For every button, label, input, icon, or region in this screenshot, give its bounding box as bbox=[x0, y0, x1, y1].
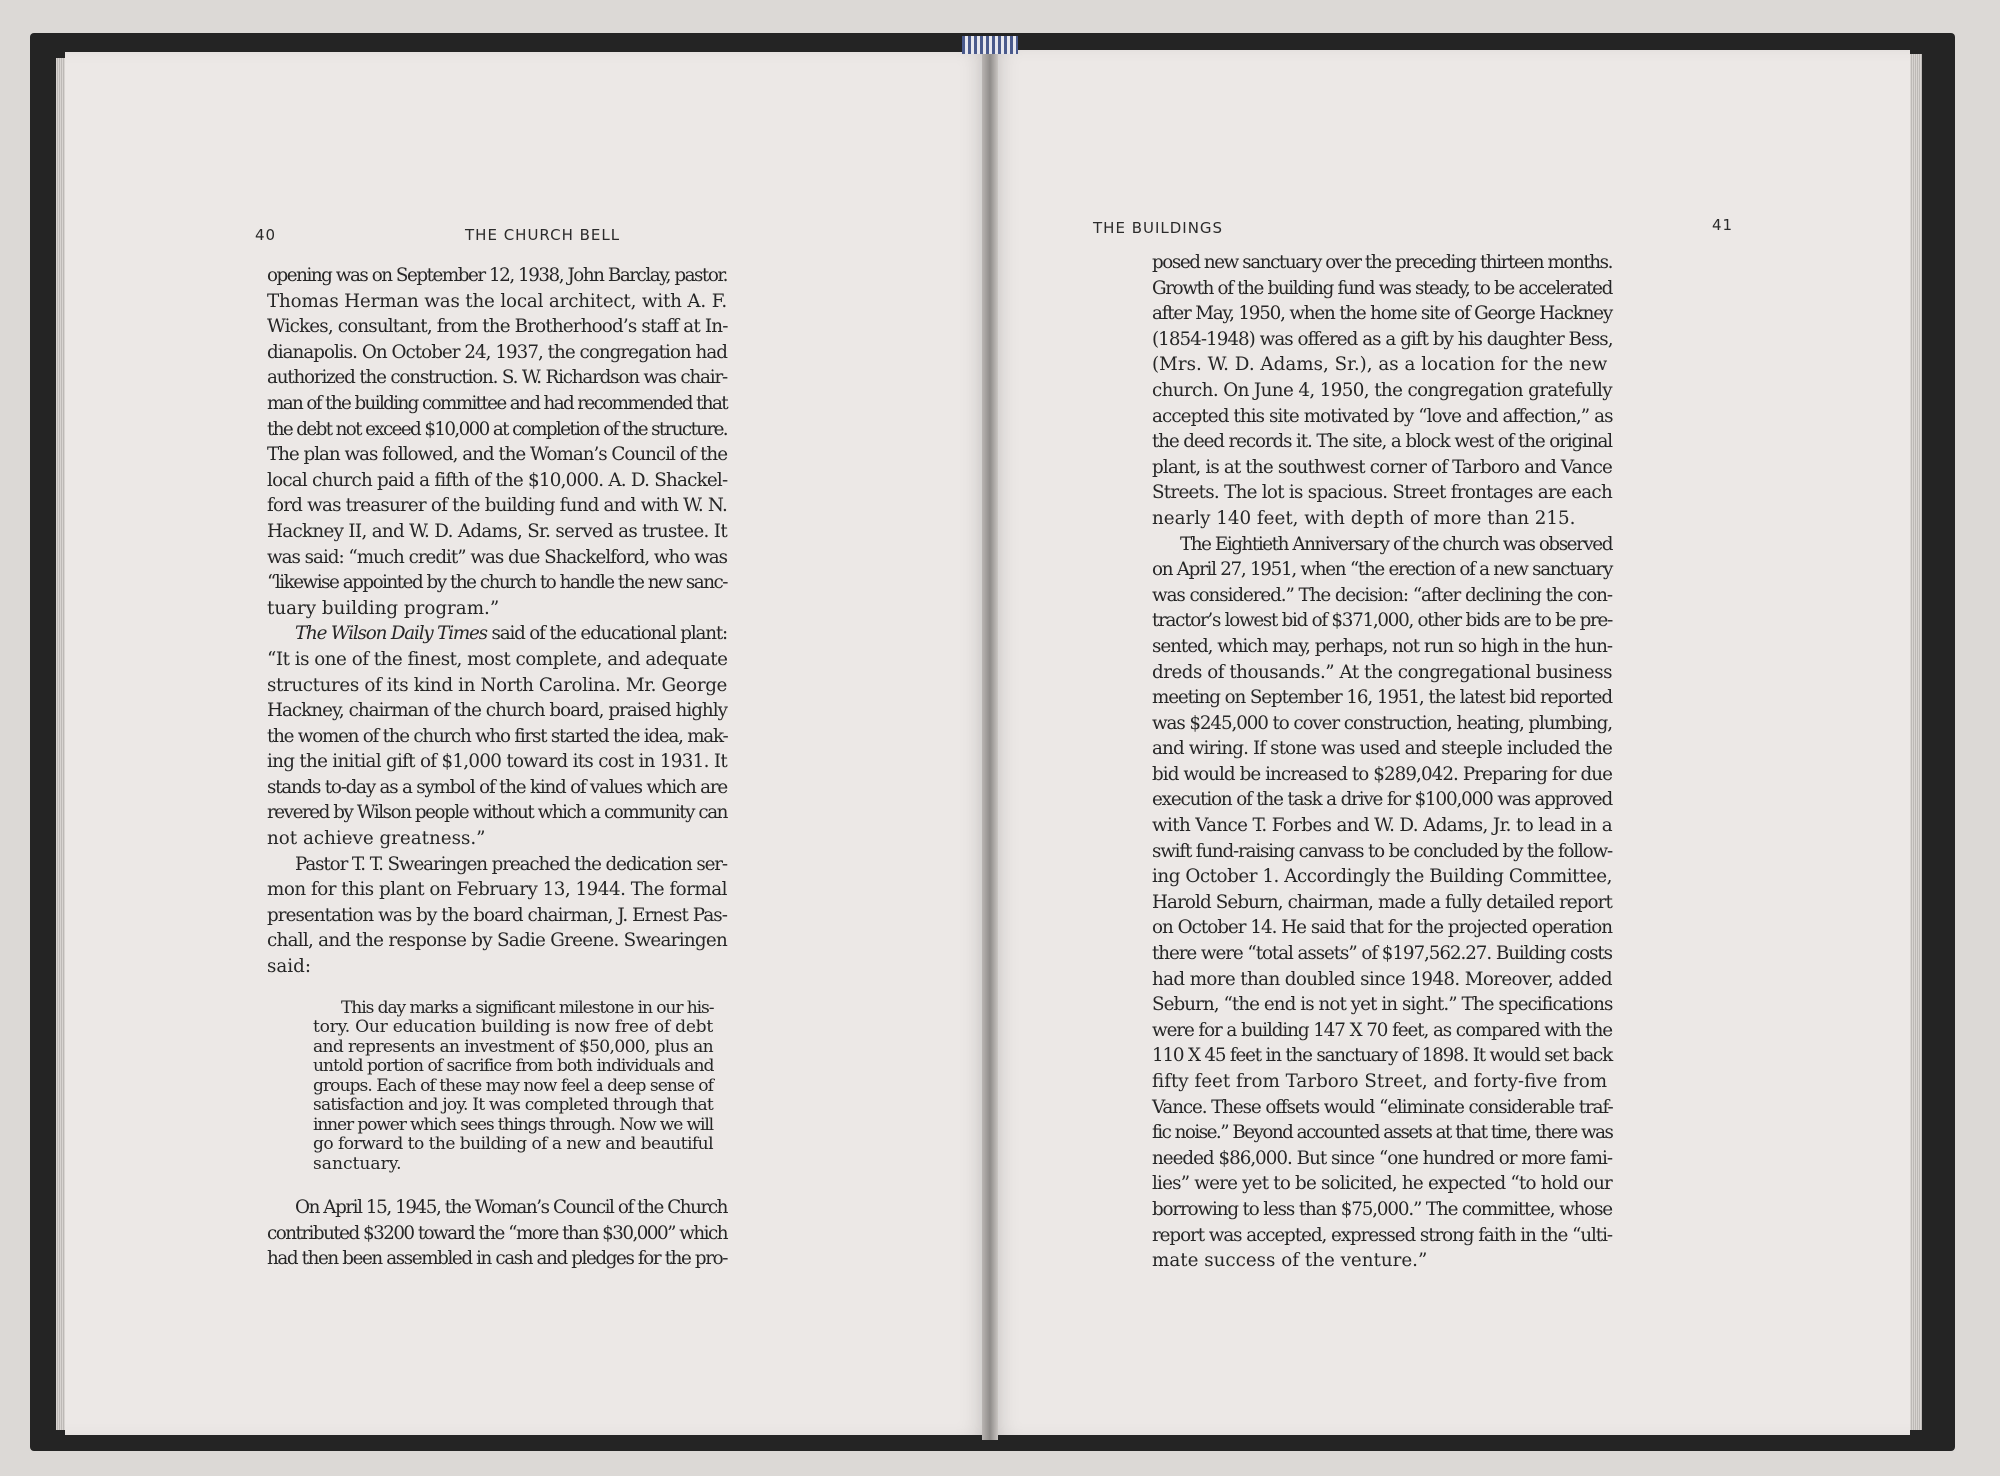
text-line: opening was on September 12, 1938, John Barclay, pastor. bbox=[267, 265, 727, 286]
running-head: THE CHURCH BELL bbox=[465, 226, 621, 244]
quote-line: go forward to the building of a new and beautiful bbox=[313, 1134, 713, 1155]
quote-line: groups. Each of these may now feel a deep sense of bbox=[313, 1075, 713, 1096]
text-line: mon for this plant on February 13, 1944. The formal bbox=[267, 879, 727, 901]
text-line: local church paid a fifth of the $10,000. A. D. Shackel- bbox=[267, 469, 728, 491]
text-line: nearly 140 feet, with depth of more than 215. bbox=[1152, 507, 1576, 529]
text-line: had more than doubled since 1948. Moreover, added bbox=[1152, 968, 1612, 990]
text-line: on October 14. He said that for the projected operation bbox=[1152, 917, 1612, 939]
text-line: the deed records it. The site, a block west of the original bbox=[1152, 431, 1612, 453]
text-line: fifty feet from Tarboro Street, and forty-five from bbox=[1152, 1071, 1608, 1092]
page-number: 40 bbox=[255, 226, 277, 244]
text-line: structures of its kind in North Carolina. Mr. George bbox=[267, 674, 727, 696]
text-line: not achieve greatness.” bbox=[267, 828, 486, 850]
text-line: tractor’s lowest bid of $371,000, other bids are to be pre- bbox=[1152, 610, 1612, 632]
text-line: Hackney II, and W. D. Adams, Sr. served as trustee. It bbox=[267, 520, 727, 542]
text-line: (1854-1948) was offered as a gift by his daughter Bess, bbox=[1152, 328, 1613, 350]
paragraph bbox=[1152, 250, 1612, 532]
left-page bbox=[65, 52, 989, 1435]
text-line: The Eightieth Anniversary of the church was observed bbox=[1180, 533, 1612, 555]
text-line: accepted this site motivated by “love and affection,” as bbox=[1152, 405, 1613, 427]
text-line: sented, which may, perhaps, not run so high in the hun- bbox=[1152, 635, 1612, 657]
running-head: THE BUILDINGS bbox=[1093, 219, 1224, 237]
text-line: swift fund-raising canvass to be concluded by the follow- bbox=[1152, 840, 1612, 862]
text-line: and wiring. If stone was used and steeple included the bbox=[1152, 738, 1612, 760]
text-line: meeting on September 16, 1951, the latest bid reported bbox=[1152, 687, 1612, 709]
text-line: said: bbox=[267, 956, 311, 978]
text-line: The plan was followed, and the Woman’s Council of the bbox=[267, 444, 727, 466]
headband bbox=[962, 36, 1018, 54]
quote-line: inner power which sees things through. Now we will bbox=[313, 1114, 713, 1135]
quote-line: tory. Our education building is now free of debt bbox=[313, 1017, 713, 1038]
text-line: presentation was by the board chairman, J. Ernest Pas- bbox=[267, 904, 727, 926]
paragraph bbox=[267, 621, 727, 851]
paragraph bbox=[1152, 532, 1612, 1274]
paragraph bbox=[267, 263, 727, 621]
text-line: “It is one of the finest, most complete, and adequate bbox=[267, 648, 728, 670]
text-line: was said: “much credit” was due Shackelford, who was bbox=[267, 546, 727, 568]
quote-line: satisfaction and joy. It was completed through that bbox=[313, 1095, 713, 1116]
text-line: after May, 1950, when the home site of George Hackney bbox=[1152, 303, 1612, 325]
text-line: borrowing to less than $75,000.” The committee, whose bbox=[1152, 1198, 1612, 1220]
text-line: lies” were yet to be solicited, he expected “to hold our bbox=[1152, 1173, 1612, 1195]
text-line: the women of the church who first started the idea, mak- bbox=[267, 725, 728, 747]
newspaper-title: The Wilson Daily Times bbox=[295, 623, 487, 645]
text-line: authorized the construction. S. W. Richardson was chair- bbox=[267, 367, 727, 389]
text-line: Hackney, chairman of the church board, praised highly bbox=[267, 700, 727, 722]
quote-line: untold portion of sacrifice from both individuals and bbox=[313, 1056, 714, 1077]
book-gutter bbox=[982, 40, 998, 1440]
text-line: (Mrs. W. D. Adams, Sr.), as a location for the new bbox=[1152, 354, 1608, 376]
text-line: there were “total assets” of $197,562.27. Building costs bbox=[1152, 943, 1612, 965]
quote-line: This day marks a significant milestone in our his- bbox=[341, 997, 714, 1018]
quote-line: and represents an investment of $50,000, plus an bbox=[313, 1036, 713, 1057]
text-line: needed $86,000. But since “one hundred or more fami- bbox=[1152, 1147, 1612, 1169]
right-page bbox=[990, 50, 1910, 1435]
page-edges-right bbox=[1908, 54, 1922, 1430]
left-body-text bbox=[267, 263, 727, 1272]
text-line: Seburn, “the end is not yet in sight.” The specifications bbox=[1152, 994, 1613, 1016]
text-line: ing the initial gift of $1,000 toward its cost in 1931. It bbox=[267, 751, 727, 773]
text-line: “likewise appointed by the church to handle the new sanc- bbox=[267, 572, 727, 594]
text-line: dreds of thousands.” At the congregational business bbox=[1152, 661, 1612, 683]
text-line: 110 X 45 feet in the sanctuary of 1898. It would set back bbox=[1152, 1045, 1612, 1067]
text-line: report was accepted, expressed strong faith in the “ulti- bbox=[1152, 1224, 1612, 1246]
text-line: On April 15, 1945, the Woman’s Council of the Church bbox=[295, 1197, 727, 1219]
text-line: mate success of the venture.” bbox=[1152, 1250, 1428, 1272]
text-line: were for a building 147 X 70 feet, as compared with the bbox=[1152, 1019, 1612, 1041]
paragraph bbox=[267, 852, 727, 980]
text-line: had then been assembled in cash and pledges for the pro- bbox=[267, 1248, 727, 1270]
text-line: Wickes, consultant, from the Brotherhood’s staff at In- bbox=[267, 316, 728, 338]
quote-line: sanctuary. bbox=[313, 1153, 402, 1174]
text-line: Thomas Herman was the local architect, with A. F. bbox=[267, 290, 727, 312]
text-line: contributed $3200 toward the “more than $30,000” which bbox=[267, 1222, 727, 1244]
text-line: with Vance T. Forbes and W. D. Adams, Jr. to lead in a bbox=[1152, 815, 1612, 837]
text-line: Vance. These offsets would “eliminate considerable traf- bbox=[1152, 1096, 1613, 1118]
text-line: execution of the task a drive for $100,000 was approved bbox=[1152, 789, 1612, 811]
text-line: bid would be increased to $289,042. Preparing for due bbox=[1152, 763, 1612, 785]
text-line: fic noise.” Beyond accounted assets at that time, there was bbox=[1152, 1122, 1613, 1144]
text-line: chall, and the response by Sadie Greene. Swearingen bbox=[267, 930, 727, 952]
paragraph bbox=[267, 1195, 727, 1272]
text-line: Harold Seburn, chairman, made a fully detailed report bbox=[1152, 891, 1612, 913]
text-line: tuary building program.” bbox=[267, 597, 500, 619]
text-line: plant, is at the southwest corner of Tarboro and Vance bbox=[1152, 456, 1612, 478]
text-line: revered by Wilson people without which a community can bbox=[267, 802, 727, 824]
text-line: ing October 1. Accordingly the Building Committee, bbox=[1152, 866, 1612, 888]
text-line: posed new sanctuary over the preceding thirteen months. bbox=[1152, 252, 1612, 273]
text-line: Growth of the building fund was steady, to be accelerated bbox=[1152, 277, 1612, 299]
page-number: 41 bbox=[1712, 216, 1734, 234]
text-line: Pastor T. T. Swearingen preached the dedication ser- bbox=[295, 853, 727, 875]
text-line: dianapolis. On October 24, 1937, the congregation had bbox=[267, 341, 727, 363]
text-line: man of the building committee and had recommended that bbox=[267, 392, 727, 414]
right-body-text bbox=[1152, 250, 1612, 1274]
text-line: stands to-day as a symbol of the kind of values which are bbox=[267, 776, 727, 798]
text-line: church. On June 4, 1950, the congregation gratefully bbox=[1152, 379, 1612, 401]
block-quote bbox=[313, 999, 727, 1175]
text-line: was considered.” The decision: “after declining the con- bbox=[1152, 584, 1612, 606]
text-line: ford was treasurer of the building fund and with W. N. bbox=[267, 495, 727, 517]
text-line: Streets. The lot is spacious. Street frontages are each bbox=[1152, 482, 1612, 504]
text-line: the debt not exceed $10,000 at completion of the structure. bbox=[267, 418, 727, 440]
text-line: on April 27, 1951, when “the erection of a new sanctuary bbox=[1152, 559, 1612, 581]
text-line: was $245,000 to cover construction, heating, plumbing, bbox=[1152, 712, 1612, 734]
text-line: The Wilson Daily Times said of the educational plant: bbox=[295, 623, 727, 645]
